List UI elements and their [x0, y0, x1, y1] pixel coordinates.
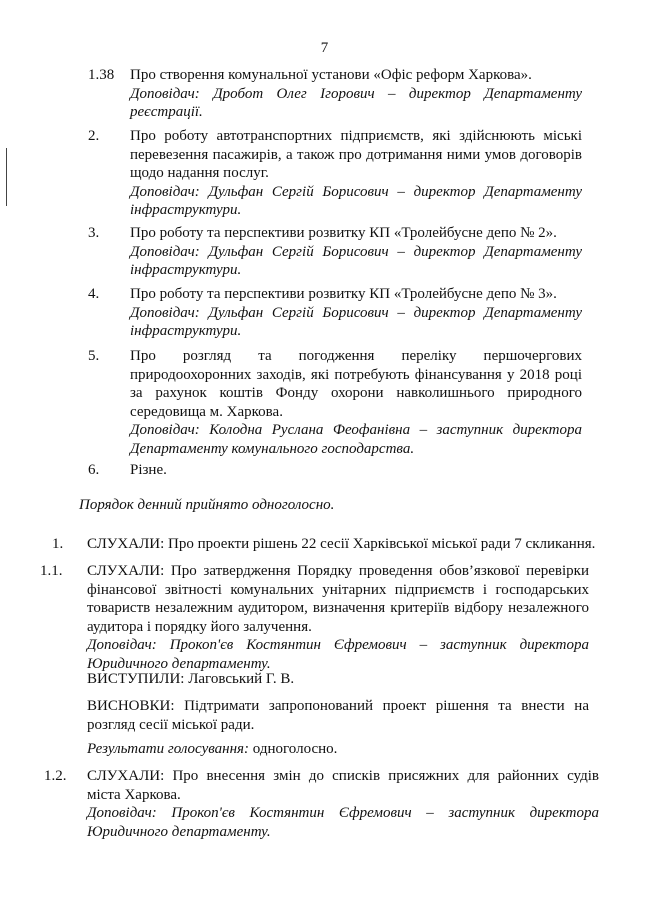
section-heard: аудитора і порядку його залучення.: [87, 618, 312, 635]
agenda-item-title: Про розгляд та погодження переліку першочергових: [130, 348, 582, 364]
agenda-item-speaker: реєстрації.: [130, 104, 203, 120]
section-speaker: Доповідач: Прокоп'єв Костянтин Єфремович – заступник директора: [87, 637, 589, 653]
agenda-item-speaker: інфраструктури.: [130, 202, 242, 218]
conclusion-line: ВИСНОВКИ: Підтримати запропонований проект рішення та внести на: [87, 698, 589, 714]
section-speaker: Доповідач: Прокоп'єв Костянтин Єфремович – заступник директора: [87, 805, 599, 821]
agenda-item: [130, 285, 582, 341]
vote-label: Результати голосування:: [87, 741, 250, 757]
agenda-item-speaker: інфраструктури.: [130, 262, 242, 278]
agenda-item-title: Про роботу та перспективи розвитку КП «Тролейбусне депо № 2».: [130, 225, 557, 241]
conclusion-line: розгляд сесії міської ради.: [87, 716, 255, 733]
agenda-item-number: 2.: [88, 128, 100, 144]
agenda-approved-note: Порядок денний прийнято одноголосно.: [79, 497, 335, 513]
scan-margin-mark: [6, 148, 7, 206]
section-number: 1.1.: [40, 563, 63, 579]
agenda-item: [130, 224, 582, 280]
section-number: 1.: [52, 536, 64, 552]
agenda-item-number: 4.: [88, 286, 100, 302]
agenda-item: [130, 66, 582, 122]
section-item: [87, 562, 589, 673]
agenda-item-speaker: Доповідач: Дульфан Сергій Борисович – директор Департаменту: [130, 243, 582, 260]
agenda-item-title: Про роботу та перспективи розвитку КП «Тролейбусне депо № 3».: [130, 286, 557, 302]
agenda-item-title: щодо надання послуг.: [130, 165, 269, 181]
agenda-item: [130, 127, 582, 220]
agenda-item-title: Про роботу автотранспортних підприємств, які здійснюють міські: [130, 128, 582, 144]
agenda-item-speaker: інфраструктури.: [130, 323, 242, 339]
section-conclusion: [87, 697, 589, 734]
agenda-item: [130, 347, 582, 458]
agenda-item-title: Різне.: [130, 462, 167, 478]
agenda-item: [130, 461, 582, 480]
section-heard: СЛУХАЛИ: Про внесення змін до списків присяжних для районних судів: [87, 768, 599, 784]
page-number: 7: [320, 40, 329, 56]
agenda-item-number: 5.: [88, 348, 100, 364]
section-heard: фінансової звітності комунальних унітарних підприємств і господарських: [87, 581, 589, 598]
agenda-item-number: 6.: [88, 462, 100, 478]
agenda-item-speaker: Доповідач: Дульфан Сергій Борисович – директор Департаменту: [130, 183, 582, 200]
section-heard: СЛУХАЛИ: Про затвердження Порядку проведення обов’язкової перевірки: [87, 563, 589, 579]
section-heard: міста Харкова.: [87, 786, 181, 803]
section-speaker: Юридичного департаменту.: [87, 823, 271, 840]
agenda-item-speaker: Доповідач: Колодна Руслана Феофанівна – заступник директора: [130, 422, 582, 438]
section-spoke: ВИСТУПИЛИ: Лаговський Г. В.: [87, 671, 295, 687]
section-number: 1.2.: [44, 768, 67, 784]
section-speaker: Юридичного департаменту.: [87, 655, 271, 672]
agenda-item-title: природоохоронних заходів, які потребують фінансування у 2018 році: [130, 366, 582, 383]
section-vote: [87, 740, 587, 759]
agenda-item-number: 3.: [88, 225, 100, 241]
agenda-item-title: Про створення комунальної установи «Офіс реформ Харкова».: [130, 67, 532, 83]
agenda-item-speaker: Доповідач: Дульфан Сергій Борисович – директор Департаменту: [130, 304, 582, 321]
agenda-item-speaker: Доповідач: Дробот Олег Ігорович – директор Департаменту: [130, 85, 582, 102]
agenda-item-title: перевезення пасажирів, а також про дотримання ними умов договорів: [130, 146, 582, 163]
section-item: [87, 767, 599, 841]
agenda-item-title: за рахунок коштів Фонду охорони навколишнього природного: [130, 385, 582, 401]
section-heard: СЛУХАЛИ: Про проекти рішень 22 сесії Харківської міської ради 7 скликання.: [87, 536, 596, 552]
agenda-item-number: 1.38: [88, 67, 115, 83]
agenda-item-speaker: Департаменту комунального господарства.: [130, 440, 415, 457]
vote-value: одноголосно.: [249, 741, 338, 757]
agenda-item-title: середовища м. Харкова.: [130, 403, 283, 420]
section-heard: товариств незалежним аудитором, визначення критеріїв відбору незалежного: [87, 600, 589, 616]
